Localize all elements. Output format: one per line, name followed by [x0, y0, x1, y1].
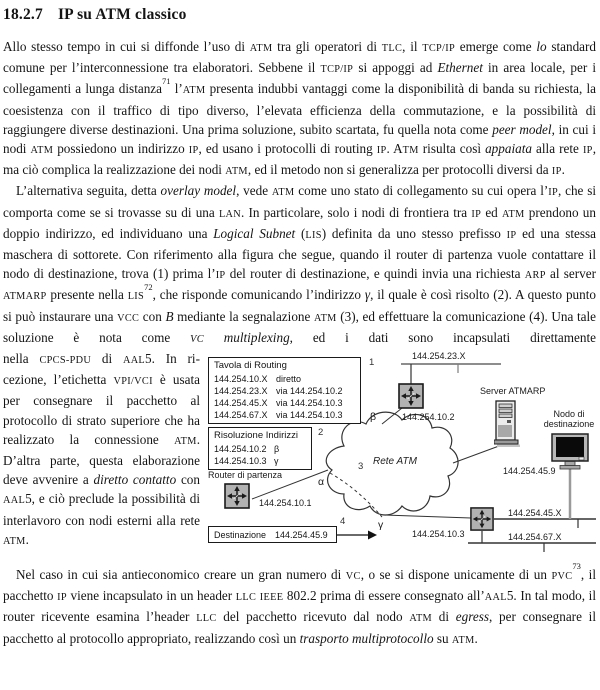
router-icon — [224, 483, 250, 509]
top-lan-label: 144.254.23.X — [412, 351, 466, 362]
lan45-label: 144.254.45.X — [508, 508, 562, 519]
step-1-label: 1 — [369, 357, 375, 369]
routing-row: 144.254.23.X via 144.254.10.2 — [214, 386, 343, 397]
top-router-ip: 144.254.10.2 — [402, 412, 455, 423]
alpha-label: α — [318, 476, 325, 489]
section-heading — [3, 6, 596, 24]
paragraph-3: Nel caso in cui sia antieconomico creare un gran numero di VC, o se si dispone unicamente di un PVC$^{73}$, il pacchetto IP viene incapsulato in un header LLC IEEE 802.2 prima di essere consegnato all’AAL5. In tal modo, il router ricevente esamina l’header LLC del pacchetto ricevuto dal nodo ATM di egress, per consegnare il pacchetto al protocollo appropriato, realizzando così un trasporto multiprotocollo su ATM. — [3, 561, 597, 646]
atmarp-server-label: Server ATMARP — [480, 386, 546, 397]
router-icon — [470, 507, 494, 531]
paragraph-1: Allo stesso tempo in cui si diffonde l’uso di ATM tra gli operatori di TLC, il TCP/IP emerge come lo standard comune per l’interconnessione tra elaboratori. Sebbene il TCP/IP si appoggi ad Ethernet in area locale, per i collegamenti a lunga distanza$^{71}$ l’ATM presenta indubbi vantaggi come la disponibilità di banda su richiesta, la coesistenza con il traffico di tipo diverso, l’elevata efficienza della commutazione, e la possibilità di raggiungere diverse destinazioni. Una prima soluzione, subito scartata, fu quella nota come peer model, in cui i nodi ATM possiedono un indirizzo IP, ed usano i protocolli di routing IP. ATM risulta così appaiata alla rete IP, ma ciò complica la realizzazione dei nodi ATM, ed il metodo non si generalizza per protocolli diversi da IP. — [3, 39, 597, 178]
destination-node-ip: 144.254.45.9 — [503, 466, 556, 477]
routing-row: 144.254.10.X diretto — [214, 374, 302, 385]
source-router-ip: 144.254.10.1 — [259, 498, 312, 509]
source-router-label: Router di partenza — [208, 470, 283, 481]
gamma-label: γ — [378, 519, 384, 532]
network-figure — [206, 351, 596, 563]
bottom-router-ip: 144.254.10.3 — [412, 529, 465, 540]
server-icon — [494, 400, 520, 448]
address-resolution-table — [208, 427, 312, 470]
beta-label: β — [370, 411, 377, 424]
destination-node-label: Nodo di destinazione — [543, 409, 595, 430]
atm-cloud-label: Rete ATM — [373, 456, 417, 468]
resolution-table-title: Risoluzione Indirizzi — [214, 430, 298, 442]
resolution-row: 144.254.10.2 β — [214, 444, 280, 455]
resolution-row: 144.254.10.3 γ — [214, 456, 279, 467]
figure-wrap — [3, 349, 596, 551]
step-4-label: 4 — [340, 516, 346, 528]
step4-arrow-icon — [337, 531, 377, 540]
monitor-icon — [551, 433, 589, 470]
section-title: IP su ATM classico — [57, 6, 187, 23]
step-2-label: 2 — [318, 427, 324, 439]
destination-label: Destinazione — [214, 529, 267, 540]
section-number: 18.2.7 — [3, 6, 43, 23]
routing-row: 144.254.45.X via 144.254.10.3 — [214, 398, 343, 409]
routing-row: 144.254.67.X via 144.254.10.3 — [214, 410, 343, 421]
destination-ip: 144.254.45.9 — [275, 529, 328, 540]
destination-box — [208, 526, 337, 543]
paragraph-2b: nella CPCS-PDU di AAL5. In ricezione, l’etichetta VPI/VCI è usata per consegnare il pacchetto al protocollo di strato superiore che ha realizzato la connessione ATM. D’altra parte, questa elaborazione deve avvenire a diretto contatto con AAL5, e ciò preclude la possibilità di interlavoro con nodi esterni alla rete ATM. — [3, 351, 200, 547]
routing-table — [208, 357, 361, 424]
step-3-label: 3 — [358, 461, 364, 473]
routing-table-title: Tavola di Routing — [214, 360, 287, 372]
router-icon — [398, 383, 424, 409]
lan67-label: 144.254.67.X — [508, 532, 562, 543]
paragraph-2a: L’alternativa seguita, detta overlay model, vede ATM come uno stato di collegamento su cui opera l’IP, che si comporta come se si trovasse su di una LAN. In particolare, solo i nodi di frontiera tra IP ed ATM prendono un doppio indirizzo, ed individuano una Logical Subnet (LIS) definita da uno stesso prefisso IP ed una stessa maschera di sottorete. Con riferimento alla figura che segue, quando il router di partenza vuole contattare il nodo di destinazione, trova (1) prima l’IP del router di destinazione, e quindi invia una richiesta ARP al server ATMARP presente nella LIS$^{72}$, che risponde comunicando l’indirizzo γ, il quale è così risolto (2). A questo punto si può instaurare una VCC con B mediante la segnalazione ATM (3), ed effettuare la comunicazione (4). Una tale soluzione è nota come VC multiplexing, ed i dati sono incapsulati direttamente — [3, 183, 597, 345]
